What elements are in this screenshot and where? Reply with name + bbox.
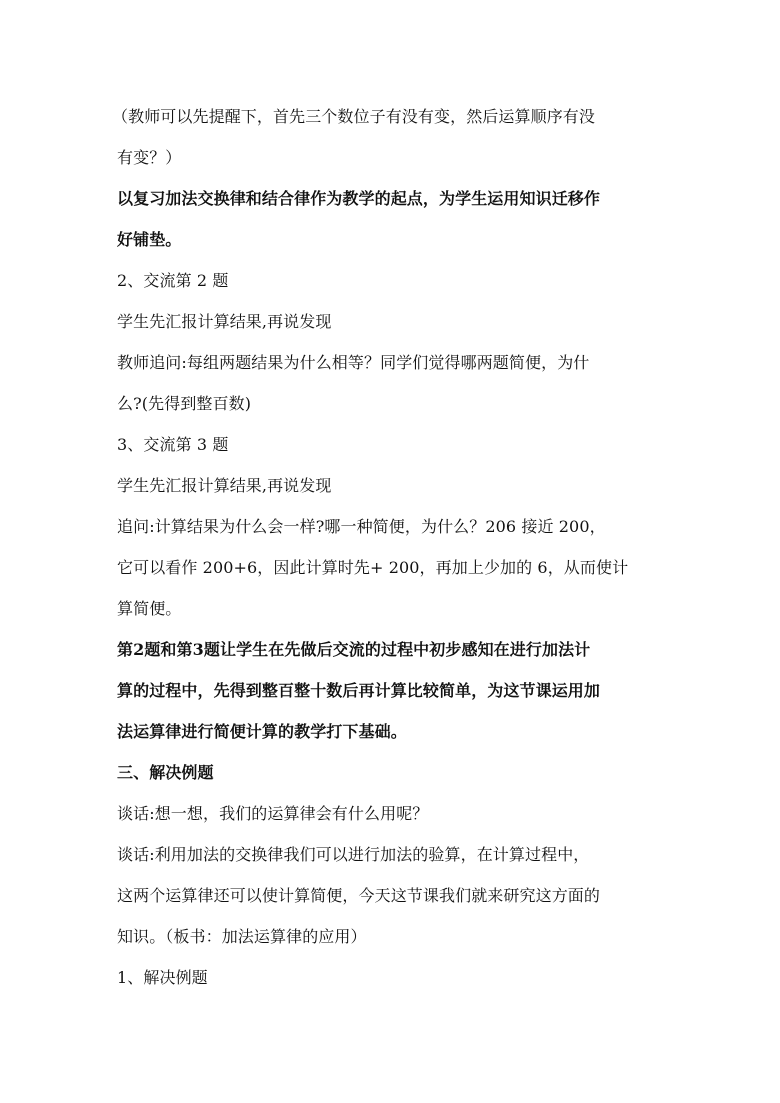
discussion-explanation-line-2: 这两个运算律还可以使计算简便，今天这节课我们就来研究这方面的 [117,886,601,905]
solve-example-heading: 1、解决例题 [117,968,208,987]
follow-up-reason-line-2: 它可以看作 200+6，因此计算时先+ 200，再加上少加的 6，从而使计 [117,558,629,577]
teacher-note-line-1: （教师可以先提醒下，首先三个数位子有没有变，然后运算顺序有没 [112,107,596,126]
discussion-question: 谈话:想一想，我们的运算律会有什么用呢？ [117,804,429,823]
teaching-purpose-line-3: 法运算律进行简便计算的教学打下基础。 [117,722,407,741]
exchange-question-3-heading: 3、交流第 3 题 [117,435,229,454]
teacher-follow-up-line-1: 教师追问:每组两题结果为什么相等？同学们觉得哪两题简便，为什 [117,353,590,372]
teacher-follow-up-line-2: 么?(先得到整百数) [117,394,252,413]
follow-up-reason-line-1: 追问:计算结果为什么会一样?哪一种简便，为什么？206 接近 200， [117,517,606,536]
teaching-purpose-line-1: 第2题和第3题让学生在先做后交流的过程中初步感知在进行加法计 [117,640,591,659]
exchange-question-3-report: 学生先汇报计算结果,再说发现 [117,476,332,495]
review-purpose-line-1: 以复习加法交换律和结合律作为教学的起点，为学生运用知识迁移作 [117,189,601,208]
exchange-question-2-report: 学生先汇报计算结果,再说发现 [117,312,332,331]
teaching-purpose-line-2: 算的过程中，先得到整百整十数后再计算比较简单，为这节课运用加 [117,681,601,700]
discussion-explanation-line-1: 谈话:利用加法的交换律我们可以进行加法的验算，在计算过程中， [117,845,590,864]
review-purpose-line-2: 好铺垫。 [117,230,182,249]
teacher-note-line-2: 有变？） [117,148,182,167]
exchange-question-2-heading: 2、交流第 2 题 [117,271,229,290]
follow-up-reason-line-3: 算简便。 [117,599,182,618]
section-heading-solve-examples: 三、解决例题 [117,763,214,782]
discussion-explanation-line-3: 知识。（板书：加法运算律的应用） [117,927,367,946]
